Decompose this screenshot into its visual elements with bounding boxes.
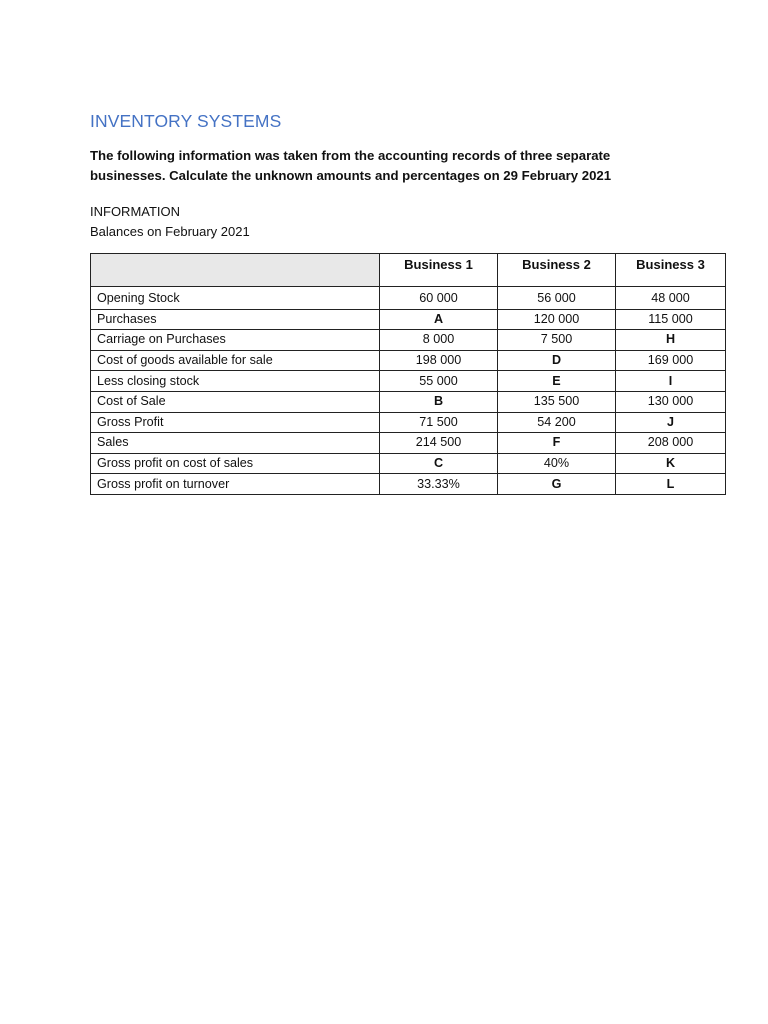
value-cell-business-1: 214 500 (380, 433, 498, 454)
value-cell-business-1: 198 000 (380, 350, 498, 371)
instructions-line-2: businesses. Calculate the unknown amounts and percentages on 29 February 2021 (90, 168, 612, 183)
table-row (91, 391, 726, 412)
row-label: Sales (91, 433, 380, 454)
value-cell-business-1: B (380, 391, 498, 412)
table-row (91, 287, 726, 310)
table-body (91, 287, 726, 495)
row-label: Gross Profit (91, 412, 380, 433)
balances-subheading: Balances on February 2021 (90, 224, 250, 239)
value-cell-business-3: 169 000 (616, 350, 726, 371)
value-cell-business-2: 135 500 (498, 391, 616, 412)
value-cell-business-2: F (498, 433, 616, 454)
value-cell-business-2: 54 200 (498, 412, 616, 433)
value-cell-business-2: 56 000 (498, 287, 616, 310)
value-cell-business-2: D (498, 350, 616, 371)
row-label: Purchases (91, 309, 380, 330)
row-label: Carriage on Purchases (91, 330, 380, 351)
table-row (91, 453, 726, 474)
table-row (91, 330, 726, 351)
value-cell-business-1: 60 000 (380, 287, 498, 310)
row-label: Gross profit on cost of sales (91, 453, 380, 474)
column-header-business-3: Business 3 (616, 254, 726, 287)
table-row (91, 309, 726, 330)
value-cell-business-1: 33.33% (380, 474, 498, 495)
row-label: Less closing stock (91, 371, 380, 392)
value-cell-business-3: H (616, 330, 726, 351)
value-cell-business-1: A (380, 309, 498, 330)
value-cell-business-2: G (498, 474, 616, 495)
value-cell-business-3: 115 000 (616, 309, 726, 330)
value-cell-business-2: E (498, 371, 616, 392)
document-title: INVENTORY SYSTEMS (90, 111, 282, 131)
value-cell-business-1: 71 500 (380, 412, 498, 433)
value-cell-business-2: 40% (498, 453, 616, 474)
row-label: Gross profit on turnover (91, 474, 380, 495)
table-header-row (91, 254, 726, 287)
value-cell-business-2: 7 500 (498, 330, 616, 351)
row-label: Cost of goods available for sale (91, 350, 380, 371)
value-cell-business-2: 120 000 (498, 309, 616, 330)
value-cell-business-1: C (380, 453, 498, 474)
table-row (91, 371, 726, 392)
row-label: Cost of Sale (91, 391, 380, 412)
column-header-business-1: Business 1 (380, 254, 498, 287)
inventory-table (90, 253, 726, 495)
instructions-paragraph (90, 146, 650, 186)
row-label: Opening Stock (91, 287, 380, 310)
instructions-line-1: The following information was taken from the accounting records of three separate (90, 148, 611, 163)
table-corner-cell (91, 254, 380, 287)
value-cell-business-3: K (616, 453, 726, 474)
value-cell-business-3: L (616, 474, 726, 495)
information-heading: INFORMATION (90, 204, 181, 219)
table-row (91, 412, 726, 433)
value-cell-business-3: J (616, 412, 726, 433)
value-cell-business-3: 130 000 (616, 391, 726, 412)
column-header-business-2: Business 2 (498, 254, 616, 287)
table-row (91, 433, 726, 454)
value-cell-business-3: 208 000 (616, 433, 726, 454)
value-cell-business-1: 55 000 (380, 371, 498, 392)
table-row (91, 350, 726, 371)
table-row (91, 474, 726, 495)
value-cell-business-3: 48 000 (616, 287, 726, 310)
value-cell-business-1: 8 000 (380, 330, 498, 351)
value-cell-business-3: I (616, 371, 726, 392)
